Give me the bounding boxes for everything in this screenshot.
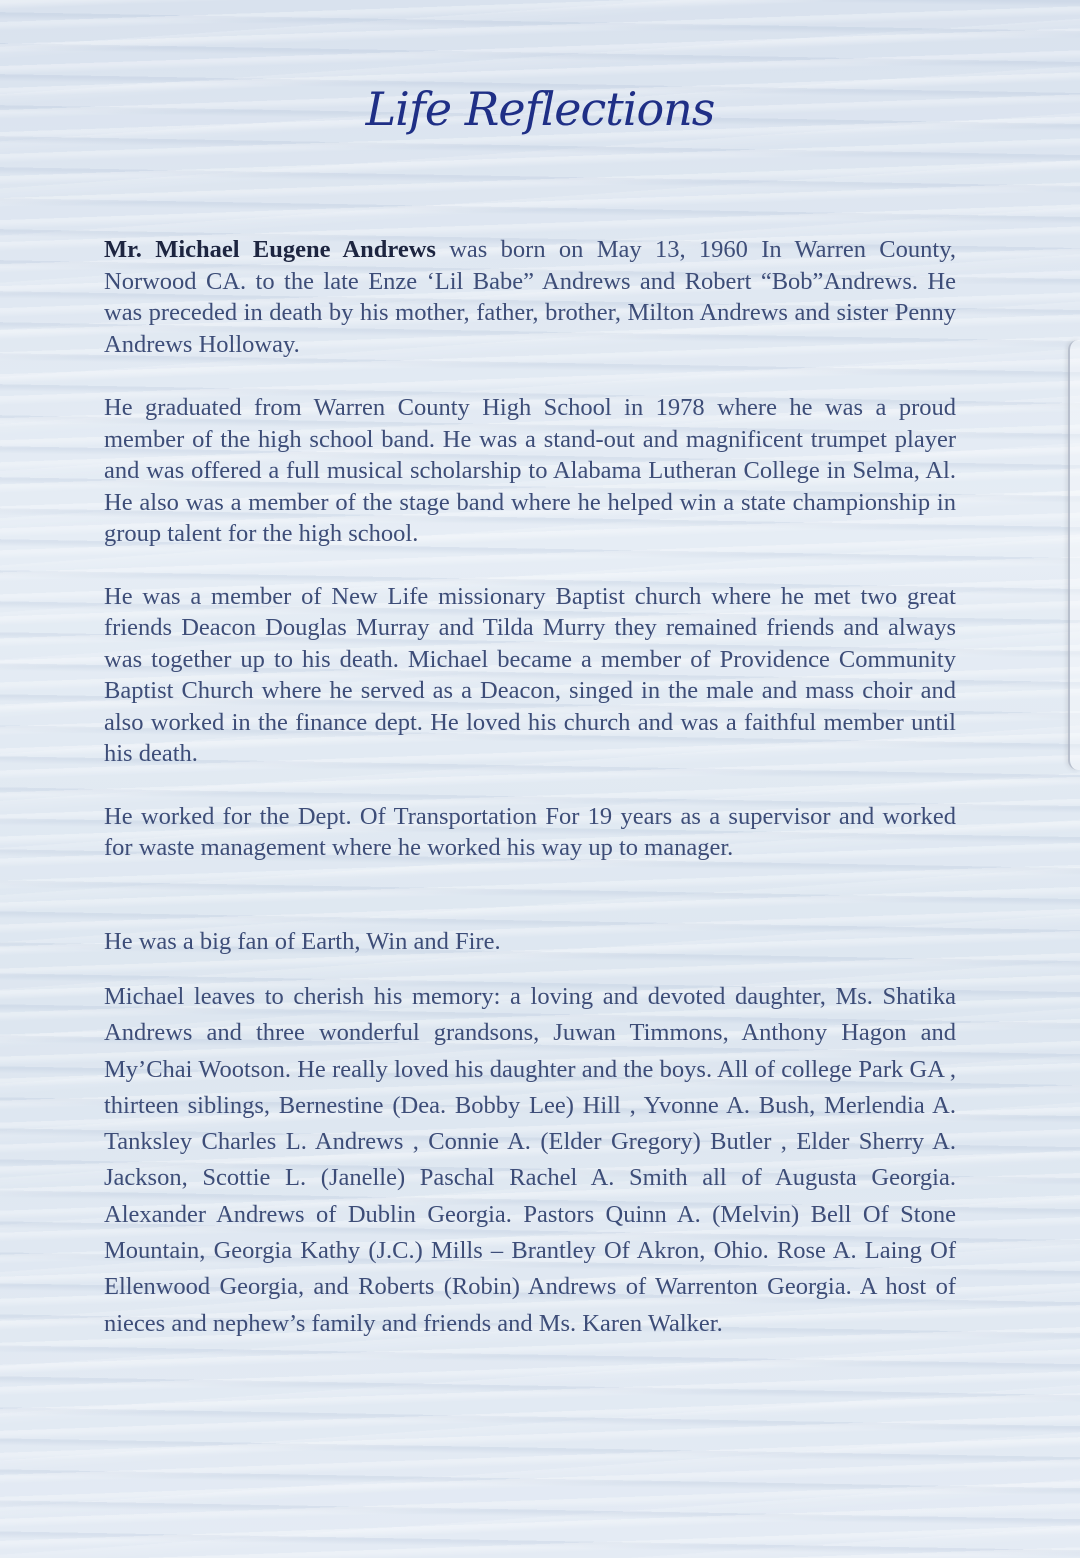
paragraph-birth-text: was born on May 13, 1960 In Warren County, Norwood CA. to the late Enze ‘Lil Babe” Andrews and Robert “Bob”Andrews. He was preceded in death by his mother, father, brother, Milton Andrews and sister Penny Andrews Holloway. [104,236,956,358]
page-title: Life Reflections [365,82,715,136]
paragraph-interests: He was a big fan of Earth, Win and Fire. [104,927,501,955]
deceased-name: Mr. Michael Eugene Andrews [104,236,436,263]
paragraph-survivors: Michael leaves to cherish his memory: a loving and devoted daughter, Ms. Shatika Andrews and three wonderful grandsons, Juwan Timmons, Anthony Hagon and My’Chai Wootson. He really loved his daughter and the boys. All of college Park GA , thirteen siblings, Bernestine (Dea. Bobby Lee) Hill , Yvonne A. Bush, Merlendia A. Tanksley Charles L. Andrews , Connie A. (Elder Gregory) Butler , Elder Sherry A. Jackson, Scottie L. (Janelle) Paschal Rachel A. Smith all of Augusta Georgia. Alexander Andrews of Dublin Georgia. Pastors Quinn A. (Melvin) Bell Of Stone Mountain, Georgia Kathy (J.C.) Mills – Brantley Of Akron, Ohio. Rose A. Laing Of Ellenwood Georgia, and Roberts (Robin) Andrews of Warrenton Georgia. A host of nieces and nephew’s family and friends and Ms. Karen Walker. [104,983,956,1337]
page-edge-shadow [1068,340,1080,770]
obituary-body [104,234,956,1342]
paragraph-church: He was a member of New Life missionary Baptist church where he met two great friends Deacon Douglas Murray and Tilda Murry they remained friends and always was together up to his death. Michael became a member of Providence Community Baptist Church where he served as a Deacon, singed in the male and mass choir and also worked in the finance dept. He loved his church and was a faithful member until his death. [104,582,956,767]
paragraph-birth [104,234,956,360]
paragraph-education: He graduated from Warren County High School in 1978 where he was a proud member of the high school band. He was a stand-out and magnificent trumpet player and was offered a full musical scholarship to Alabama Lutheran College in Selma, Al. He also was a member of the stage band where he helped win a state championship in group talent for the high school. [104,394,956,547]
paragraph-career: He worked for the Dept. Of Transportation For 19 years as a supervisor and worked for waste management where he worked his way up to manager. [104,802,956,861]
